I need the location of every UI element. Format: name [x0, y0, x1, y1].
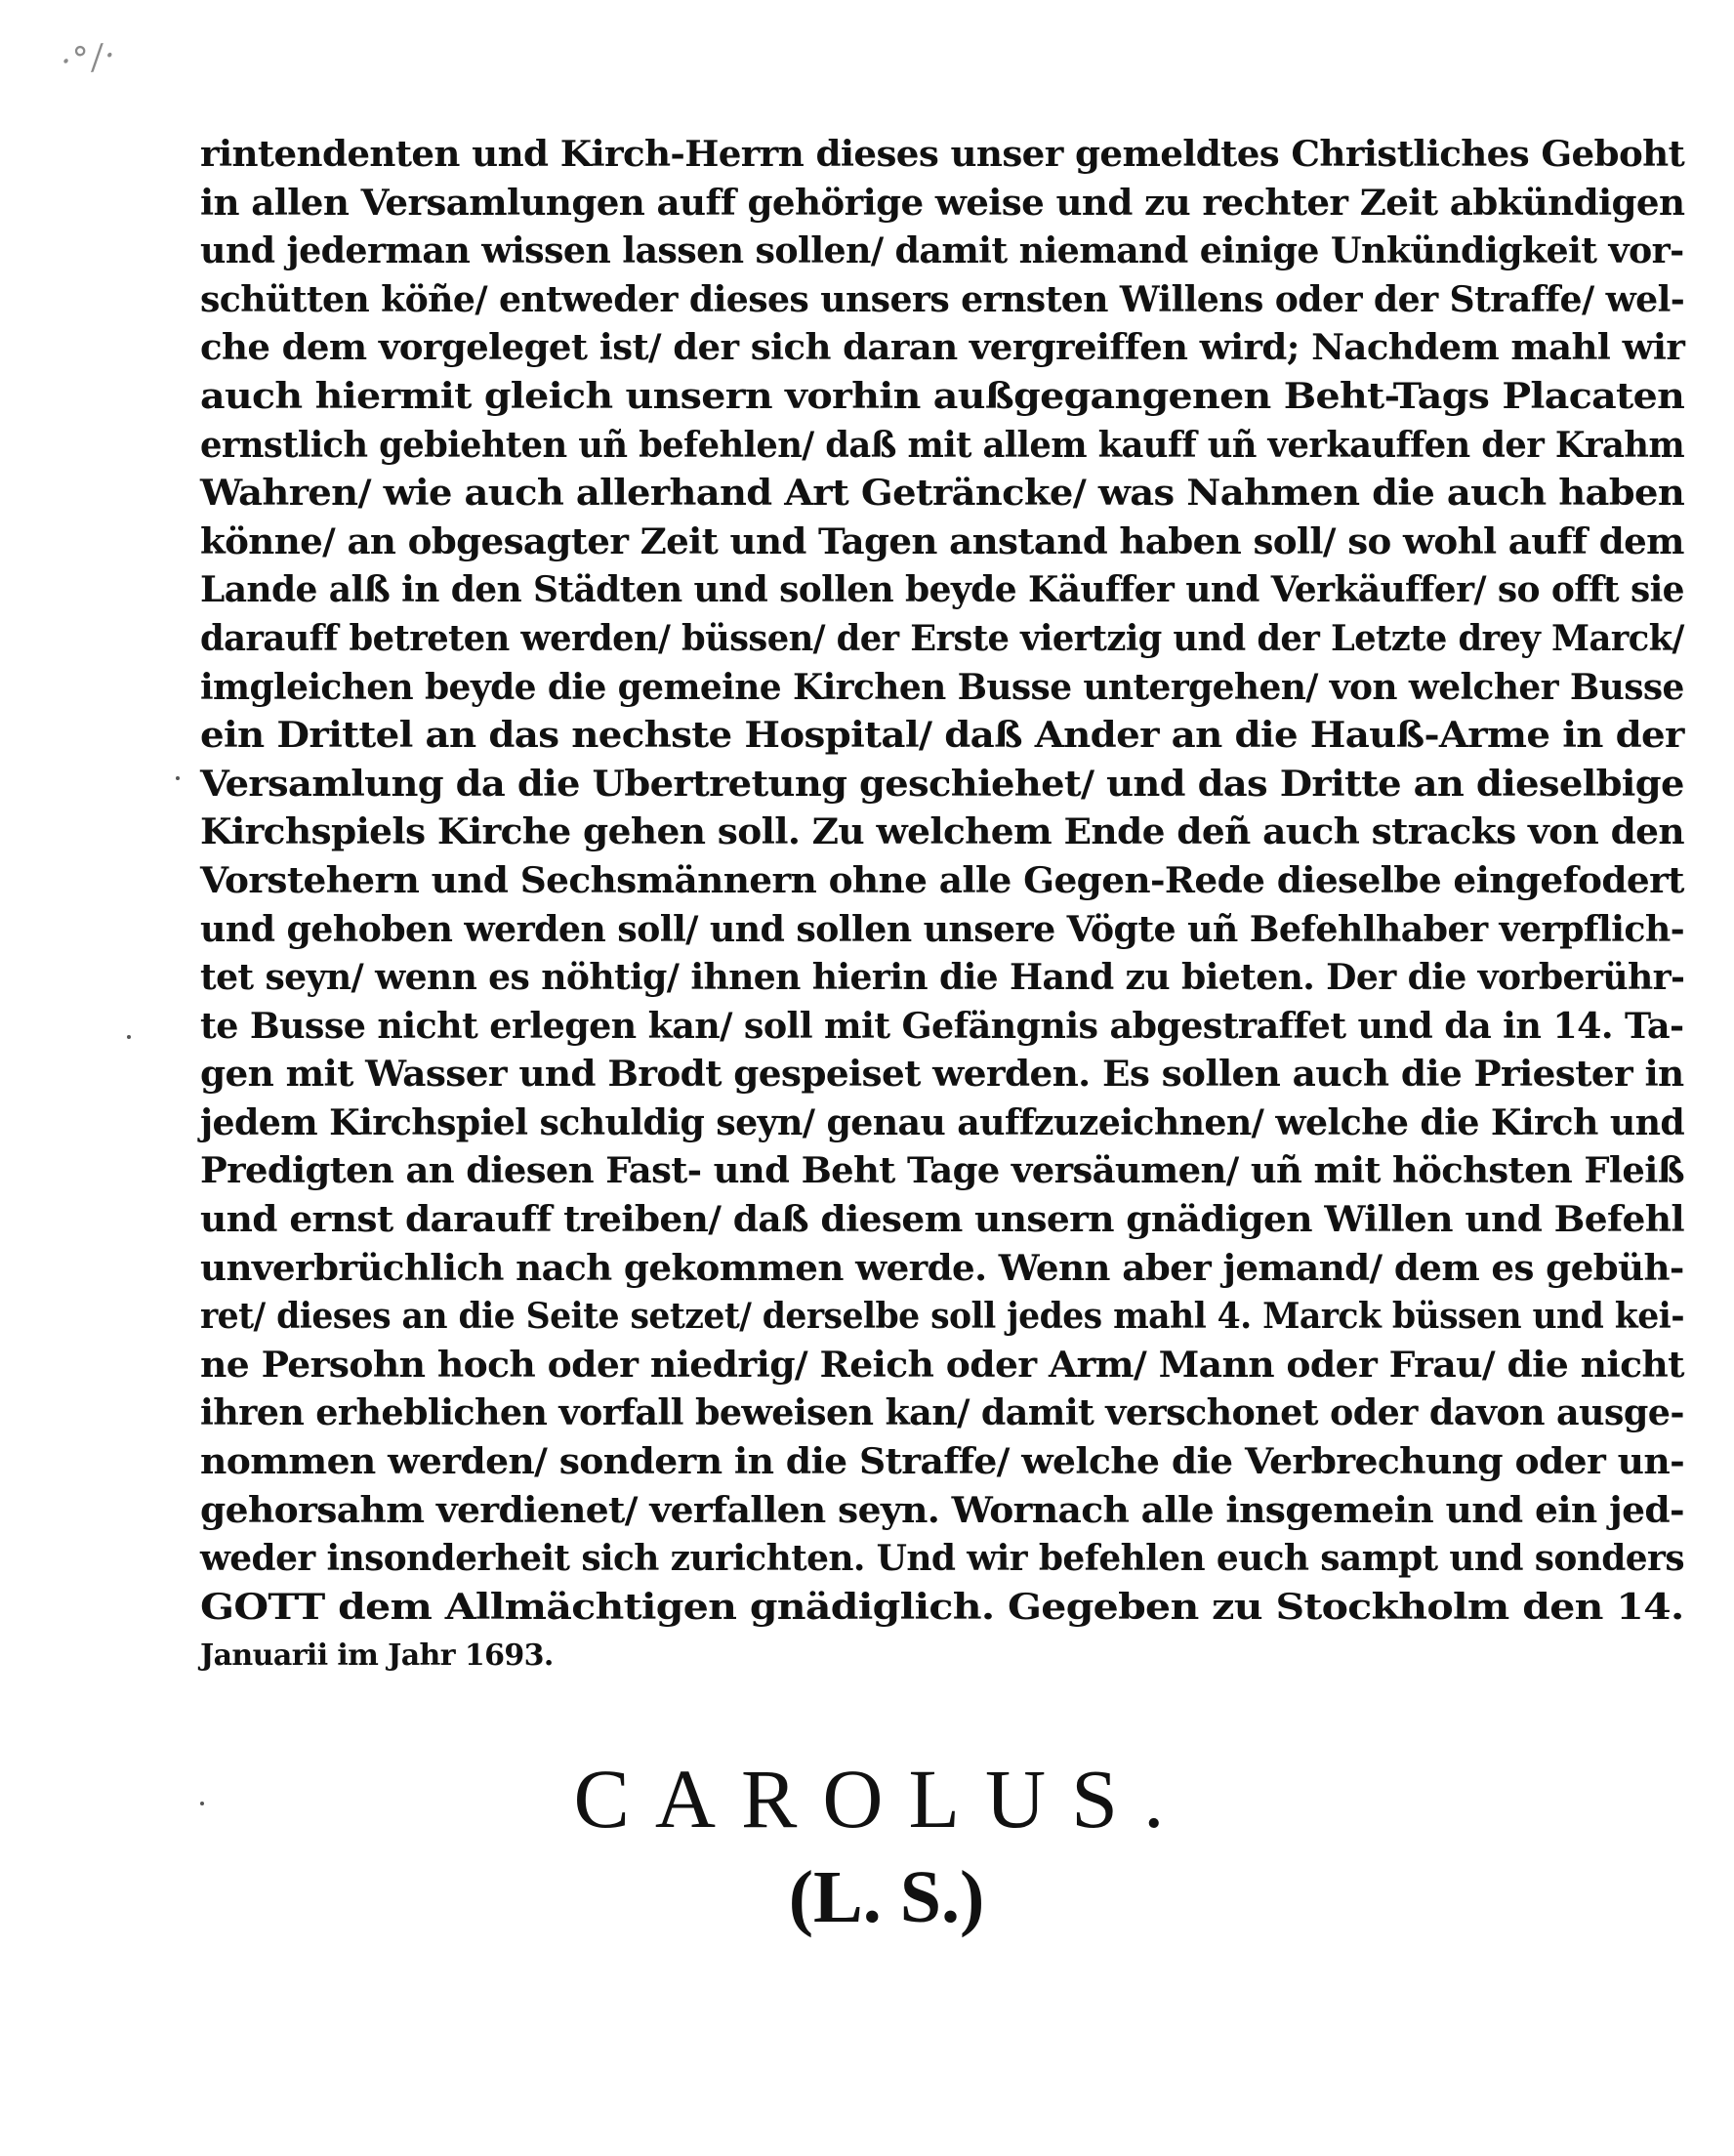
text-line: auch hiermit gleich unsern vorhin außgegangenen Beht-Tags Placaten: [200, 375, 1685, 417]
text-line: gen mit Wasser und Brodt gespeiset werden. Es sollen auch die Priester in: [200, 1054, 1684, 1096]
ink-speck: [127, 1035, 131, 1039]
text-line: darauff betreten werden/ büssen/ der Erste viertzig und der Letzte drey Marck/: [200, 617, 1684, 659]
text-line: tet seyn/ wenn es nöhtig/ ihnen hierin die Hand zu bieten. Der die vorberühr-: [200, 957, 1685, 999]
text-line: che dem vorgeleget ist/ der sich daran vergreiffen wird; Nachdem mahl wir: [200, 327, 1685, 369]
text-line: Wahren/ wie auch allerhand Art Geträncke/ was Nahmen die auch haben: [200, 473, 1685, 515]
text-line: jedem Kirchspiel schuldig seyn/ genau auffzuzeichnen/ welche die Kirch und: [200, 1101, 1685, 1143]
text-line: Kirchspiels Kirche gehen soll. Zu welchem Ende deñ auch stracks von den: [200, 811, 1685, 853]
text-line: unverbrüchlich nach gekommen werde. Wenn aber jemand/ dem es gebüh-: [200, 1247, 1684, 1289]
text-line: könne/ an obgesagter Zeit und Tagen anstand haben soll/ so wohl auff dem: [200, 520, 1684, 562]
royal-signature: CAROLUS.: [573, 1752, 1190, 1845]
decree-text: [200, 131, 1684, 1680]
text-line: rintendenten und Kirch-Herrn dieses unser gemeldtes Christliches Geboht: [200, 134, 1685, 175]
text-line: imgleichen beyde die gemeine Kirchen Busse untergehen/ von welcher Busse: [200, 666, 1684, 708]
text-line: Vorstehern und Sechsmännern ohne alle Gegen-Rede dieselbe eingefodert: [200, 859, 1684, 901]
marginal-scribble: ·°/·: [58, 35, 120, 82]
text-line: Januarii im Jahr 1693.: [200, 1638, 554, 1674]
text-line: ret/ dieses an die Seite setzet/ derselbe soll jedes mahl 4. Marck büssen und kei-: [200, 1296, 1685, 1338]
text-line: und ernst darauff treiben/ daß diesem unsern gnädigen Willen und Befehl: [200, 1199, 1684, 1241]
text-line: Predigten an diesen Fast- und Beht Tage versäumen/ uñ mit höchsten Fleiß: [200, 1150, 1685, 1192]
text-line: gehorsahm verdienet/ verfallen seyn. Wornach alle insgemein und ein jed-: [200, 1489, 1684, 1531]
seal-mark: (L. S.): [788, 1856, 985, 1938]
text-line: nommen werden/ sondern in die Straffe/ welche die Verbrechung oder un-: [200, 1441, 1685, 1483]
text-line: weder insonderheit sich zurichten. Und wir befehlen euch sampt und sonders: [200, 1538, 1684, 1580]
ink-speck: [176, 776, 180, 780]
text-line: und gehoben werden soll/ und sollen unsere Vögte uñ Befehlhaber verpflich-: [200, 908, 1685, 950]
text-line: GOTT dem Allmächtigen gnädiglich. Gegeben zu Stockholm den 14.: [200, 1586, 1684, 1628]
text-line: und jederman wissen lassen sollen/ damit niemand einige Unkündigkeit vor-: [200, 230, 1684, 272]
text-line: te Busse nicht erlegen kan/ soll mit Gefängnis abgestraffet und da in 14. Ta-: [200, 1005, 1684, 1047]
text-line: ein Drittel an das nechste Hospital/ daß Ander an die Hauß-Arme in der: [200, 715, 1684, 757]
text-line: Lande alß in den Städten und sollen beyde Käuffer und Verkäuffer/ so offt sie: [200, 569, 1684, 611]
text-line: ne Persohn hoch oder niedrig/ Reich oder Arm/ Mann oder Frau/ die nicht: [200, 1344, 1684, 1386]
text-line: ihren erheblichen vorfall beweisen kan/ damit verschonet oder davon ausge-: [200, 1392, 1684, 1434]
text-line: Versamlung da die Ubertretung geschiehet/ und das Dritte an dieselbige: [200, 763, 1684, 805]
text-line: in allen Versamlungen auff gehörige weise und zu rechter Zeit abkündigen: [200, 182, 1685, 224]
text-line: ernstlich gebiehten uñ befehlen/ daß mit allem kauff uñ verkauffen der Krahm: [200, 424, 1685, 466]
text-line: schütten köñe/ entweder dieses unsers ernsten Willens oder der Straffe/ wel-: [200, 278, 1685, 320]
